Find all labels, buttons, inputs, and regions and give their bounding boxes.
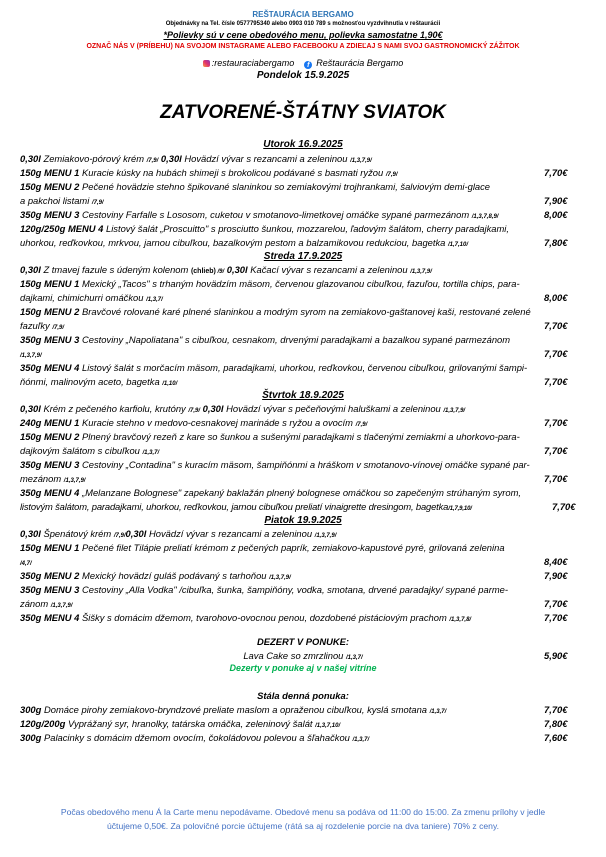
menu-line: 350g MENU 3 Cestoviny „Contadina" s kuracím mäsom, šampiňónmi a hráškom v smotanovo-vínovej omáčke sypané par- (20, 459, 530, 470)
day-heading-friday: Piatok 19.9.2025 (264, 515, 342, 526)
soup-line: 0,30l Špenátový krém /7,9/0,30l Hovädzí vývar s rezancami a zeleninou /1,3,7,9/ (20, 528, 337, 539)
price: 7,70€ (544, 704, 568, 715)
dessert-heading: DEZERT V PONUKE: (256, 636, 350, 647)
soup-line: 0,30l Z tmavej fazule s údeným kolenom (chlieb) /9/ 0,30l Kačací vývar s rezancami a zeleninou /1,3,7,9/ (20, 264, 432, 275)
menu-line: 350g MENU 4 „Melanzane Bolognese" zapekaný baklažán plnený bolognese omáčkou so zapečeným strúhaným syrom, (20, 487, 522, 498)
dessert-note: Dezerty v ponuke aj v našej vitríne (229, 663, 377, 673)
price: 8,40€ (544, 556, 568, 567)
soup-line: 0,30l Krém z pečeného karfiolu, krutóny /7,9/ 0,30l Hovädzí vývar s pečeňovými haluškami a zeleninou /1,3,7,9/ (20, 403, 466, 414)
menu-line: /1,3,7,9/ (20, 353, 42, 359)
price: 7,70€ (544, 376, 568, 387)
instagram-icon (203, 60, 210, 67)
menu-line: 300g Palacinky s domácim džemom ovocím, čokoládovou polevou a šľahačkou /1,3,7/ (20, 732, 370, 743)
price: 7,70€ (544, 445, 568, 456)
standing-offer-heading: Stála denná ponuka: (257, 690, 349, 701)
social-handles (0, 58, 606, 69)
footer-line-2: účtujeme 0,50€. Za polovičné porcie účtujeme (rátá sa aj rozdelenie porcie na dva taniere) 70% z ceny. (106, 821, 500, 831)
menu-line: dajkovým šalátom s cibuľkou /1,3,7/ (20, 445, 160, 456)
social-note: OZNAČ NÁS V (PRÍBEHU) NA SVOJOM INSTAGRAME ALEBO FACEBOOKU A ZDIEĽAJ S NAMI SVOJ GASTRONOMICKÝ ZÁŽITOK (86, 43, 520, 50)
price: 7,70€ (544, 348, 568, 359)
menu-line: 350g MENU 3 Cestoviny „Alla Vodka" /cibuľka, šunka, šampiňóny, vodka, smotana, drvené paradajky/ sypané parme- (20, 584, 508, 595)
price: 7,90€ (544, 195, 568, 206)
soup-note: *Polievky sú v cene obedového menu, polievka samostatne 1,90€ (163, 30, 443, 40)
price: 7,90€ (544, 570, 568, 581)
menu-line: mezánom /1,3,7,9/ (20, 473, 86, 484)
menu-line: 240g MENU 1 Kuracie stehno v medovo-cesnakovej marináde s ryžou a ovocím /7,9/ (20, 417, 368, 428)
day-heading-thursday: Štvrtok 18.9.2025 (262, 390, 344, 401)
menu-line: dajkami, chimichurri omáčkou /1,3,7/ (20, 292, 163, 303)
menu-line: 150g MENU 2 Plnený bravčový rezeň z kare so šunkou a sušenými paradajkami s tlačenými zemiakmi a uhorkovo-para- (20, 431, 520, 442)
restaurant-name: REŠTAURÁCIA BERGAMO (252, 10, 354, 19)
menu-line: listovým šalátom, paradajkami, uhorkou, reďkovkou, jarnou cibuľkou preliatí vinaigrette dresingom, bagetka/1,7,9,10/ (20, 501, 472, 512)
menu-line: 150g MENU 2 Bravčové rolované karé plnené slaninkou a modrým syrom na zemiakovo-gaštanovej kaši, restované zelené (20, 306, 531, 317)
menu-line: 350g MENU 3 Cestoviny „Napoliatana" s cibuľkou, cesnakom, drvenými paradajkami a bazalkou sypané parmezánom (20, 334, 511, 345)
menu-line: a pakchoi listami /7,9/ (20, 195, 104, 206)
menu-line: 350g MENU 4 Šišky s domácim džemom, tvarohovo-ovocnou penou, dozdobené pistáciovým prachom /1,3,7,8/ (20, 612, 472, 623)
price: 7,70€ (544, 167, 568, 178)
dessert-item: Lava Cake so zmrzlinou /1,3,7/ (243, 650, 363, 661)
day-heading-tuesday: Utorok 16.9.2025 (263, 139, 343, 150)
menu-line: 150g MENU 1 Mexický „Tacos" s trhaným hovädzím mäsom, červenou glazovanou cibuľkou, fazuľou, tortilla chips, para- (20, 278, 520, 289)
menu-line: 120g/200g Vyprážaný syr, hranolky, tatárska omáčka, zeleninový šalát /1,3,7,10/ (20, 718, 341, 729)
price: 7,60€ (544, 732, 568, 743)
menu-line: ňónmi, malinovým aceto, bagetka /1,10/ (20, 376, 178, 387)
price: 7,70€ (552, 501, 576, 512)
order-contact: Objednávky na Tel. čísle 0577795340 alebo 0903 010 789 s možnosťou vyzdvihnutia v reštaurácii (165, 21, 441, 27)
menu-line: 350g MENU 2 Mexický hovädzí guláš podávaný s tarhoňou /1,3,7,9/ (20, 570, 291, 581)
menu-line: zánom /1,3,7,9/ (20, 598, 73, 609)
day-heading-wednesday: Streda 17.9.2025 (263, 251, 343, 262)
instagram-handle: :restauraciabergamo (211, 58, 295, 68)
facebook-icon: f (304, 61, 312, 69)
price: 7,80€ (544, 237, 568, 248)
menu-line: /4,7/ (20, 561, 32, 567)
closed-title: ZATVORENÉ-ŠTÁTNY SVIATOK (160, 102, 446, 123)
menu-line: 350g MENU 3 Cestoviny Farfalle s Lososom, cuketou v smotanovo-limetkovej omáčke sypané parmezánom /1,3,7,8,9/ (20, 209, 499, 220)
price: 7,80€ (544, 718, 568, 729)
price: 7,70€ (544, 473, 568, 484)
menu-line: 150g MENU 1 Kuracie kúsky na hubách shimeji s brokolicou podávané s basmati ryžou /7,9/ (20, 167, 398, 178)
soup-line: 0,30l Zemiakovo-pórový krém /7,9/ 0,30l Hovädzí vývar s rezancami a zeleninou /1,3,7,9/ (20, 153, 372, 164)
price: 5,90€ (544, 650, 568, 661)
price: 7,70€ (544, 598, 568, 609)
footer-line-1: Počas obedového menu Á la Carte menu nepodávame. Obedové menu sa podáva od 11:00 do 15:00. Za zmenu prílohy v jedle (60, 807, 546, 817)
price: 7,70€ (544, 417, 568, 428)
menu-line: 350g MENU 4 Listový šalát s morčacím mäsom, paradajkami, uhorkou, reďkovkou, červenou cibuľkou, grilovanými šampi- (20, 362, 528, 373)
menu-line: 120g/250g MENU 4 Listový šalát „Proscuitto" s prosciutto šunkou, mozzarelou, ľadovým šalátom, cherry paradajkami, (20, 223, 509, 234)
menu-line: 150g MENU 2 Pečené hovädzie stehno špikované slaninkou so zemiakovými trojhrankami, šalviovým demi-glace (20, 181, 491, 192)
menu-line: uhorkou, reďkovkou, mrkvou, jarnou cibuľkou, bazalkovým pestom a balzamikovou redukciou, bagetka /1,7,10/ (20, 237, 469, 248)
menu-line: 150g MENU 1 Pečené filet Tilápie preliatí krémom z pečených paprík, zemiakovo-kapustové pyré, grilovaná zelenina (20, 542, 505, 553)
price: 7,70€ (544, 320, 568, 331)
facebook-handle: Reštaurácia Bergamo (316, 58, 404, 68)
price: 7,70€ (544, 612, 568, 623)
menu-line: 300g Domáce pirohy zemiakovo-bryndzové preliate maslom a opraženou cibuľkou, kyslá smotana /1,3,7/ (20, 704, 447, 715)
monday-heading: Pondelok 15.9.2025 (256, 70, 350, 81)
price: 8,00€ (544, 292, 568, 303)
price: 8,00€ (544, 209, 568, 220)
menu-line: fazuľky /7,9/ (20, 320, 65, 331)
